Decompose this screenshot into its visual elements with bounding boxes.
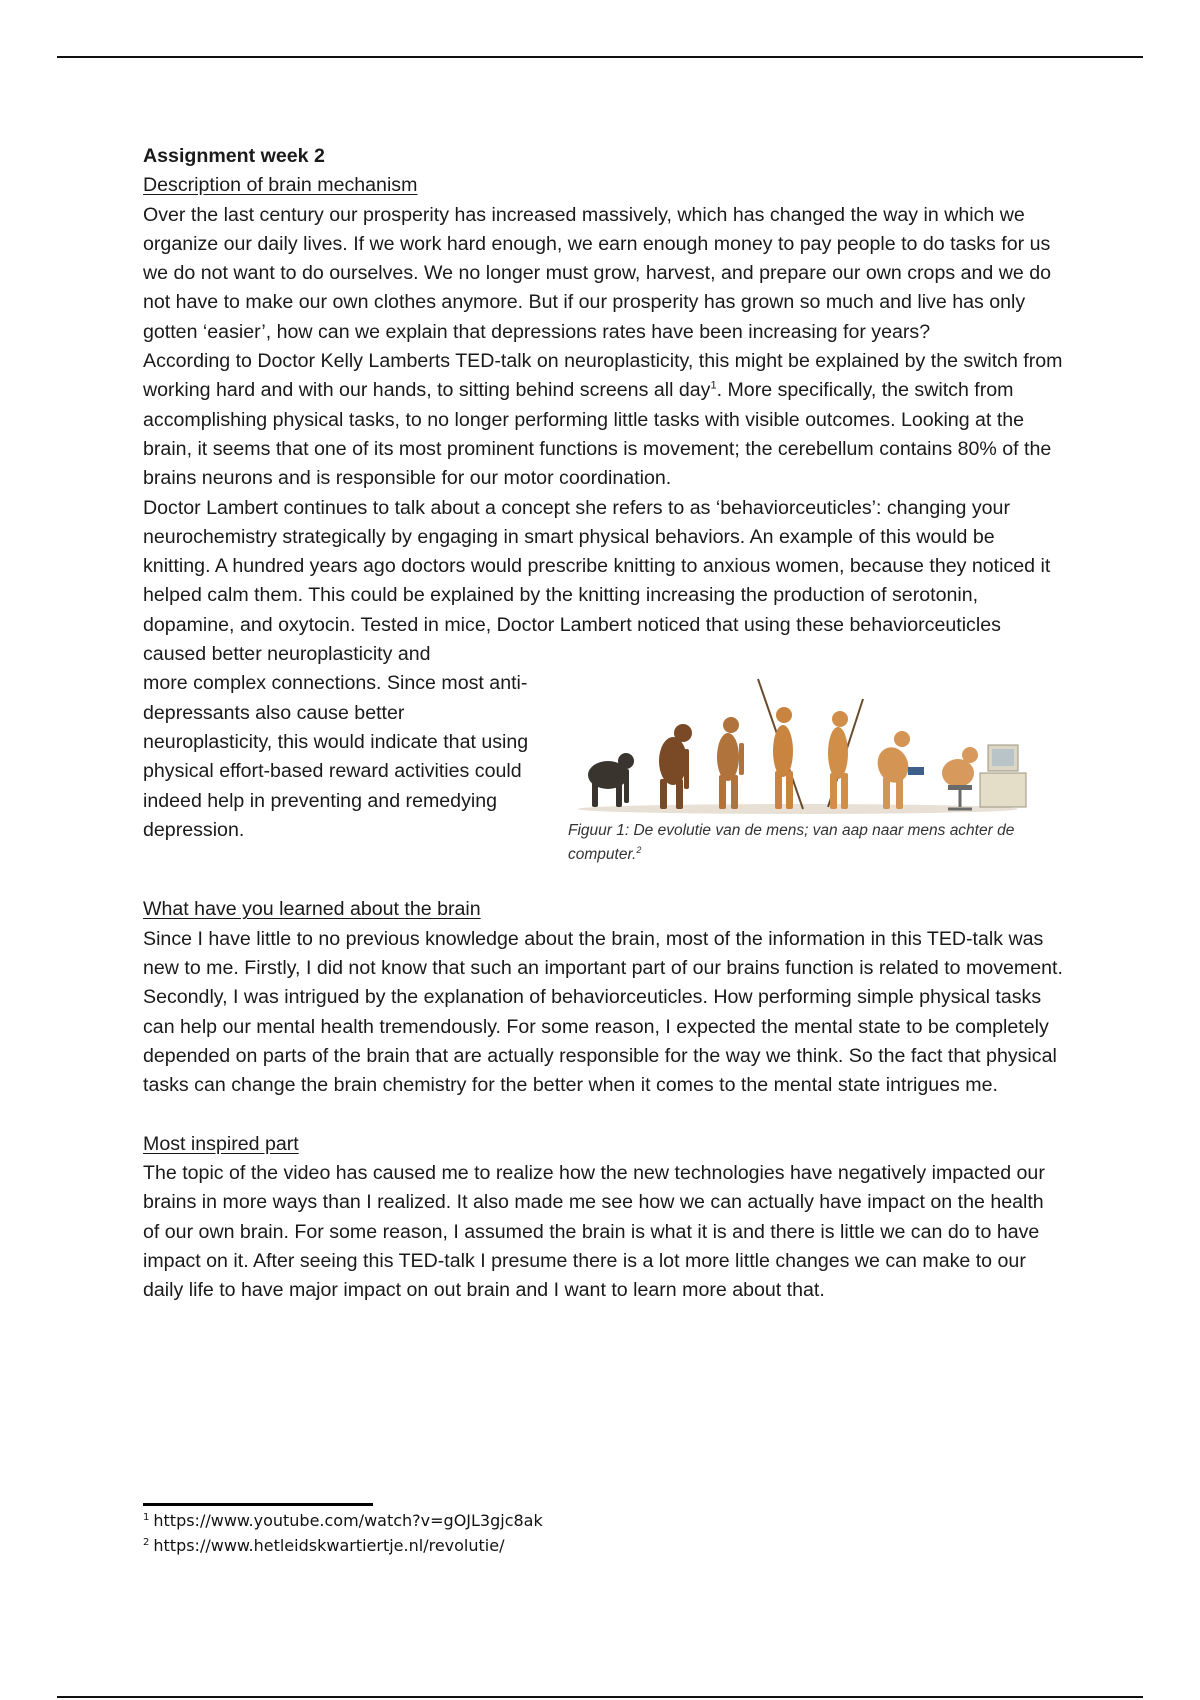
footnote-ref: 1 xyxy=(710,379,717,392)
figure-caption xyxy=(568,819,1028,867)
document-title: Assignment week 2 xyxy=(143,145,325,167)
paragraph: Doctor Lambert continues to talk about a concept she refers to as ‘behaviorceuticles’: changing your neurochemistry strategically by engaging in smart physical behaviors. An example of this would be knitting. A hundred years ago doctors would prescribe knitting to anxious women, because they noticed it helped calm them. This could be explained by the knitting increasing the production of serotonin, dopamine, and oxytocin. Tested in mice, Doctor Lambert noticed that using these behaviorceuticles caused better neuroplasticity and xyxy=(143,496,1051,666)
footnote-link[interactable]: https://www.hetleidskwartiertje.nl/revolutie/ xyxy=(153,1536,505,1555)
section-heading-brain-mechanism: Description of brain mechanism xyxy=(143,174,418,197)
footnote-number: 2 xyxy=(143,1536,150,1548)
footnote-number: 1 xyxy=(143,1511,150,1523)
paragraph: more complex connections. Since most anti-depressants also cause better neuroplasticity, this would indicate that using physical effort-based reward activities could indeed help in preventing and remedying depression. xyxy=(143,672,529,841)
evolution-figure xyxy=(568,669,1048,867)
evolution-illustration xyxy=(568,669,1038,819)
section-heading-inspired: Most inspired part xyxy=(143,1132,299,1155)
footnote-item xyxy=(143,1508,543,1533)
footnote-item xyxy=(143,1533,543,1558)
header-rule xyxy=(57,56,1143,58)
paragraph: The topic of the video has caused me to realize how the new technologies have negatively impacted our brains in more ways than I realized. It also made me see how we can actually have impact on the health of our own brain. For some reason, I assumed the brain is what it is and there is little we can do to have impact on it. After seeing this TED-talk I presume there is a lot more little changes we can make to our daily life to have major impact on out brain and I want to learn more about that. xyxy=(143,1162,1045,1302)
text-figure-row xyxy=(143,669,1063,895)
paragraph: Over the last century our prosperity has increased massively, which has changed the way in which we organize our daily lives. If we work hard enough, we earn enough money to pay people to do tasks for us we do not want to do ourselves. We no longer must grow, harvest, and prepare our own crops and we do not have to make our own clothes anymore. But if our prosperity has grown so much and live has only gotten ‘easier’, how can we explain that depressions rates have been increasing for years? xyxy=(143,203,1051,343)
footnote-ref: 2 xyxy=(636,845,642,856)
footnotes xyxy=(143,1508,543,1558)
caption-text: Figuur 1: De evolutie van de mens; van aap naar mens achter de computer. xyxy=(568,822,1015,864)
footnote-separator xyxy=(143,1503,373,1506)
footnote-link[interactable]: https://www.youtube.com/watch?v=gOJL3gjc8ak xyxy=(153,1511,543,1530)
paragraph xyxy=(143,347,1063,493)
paragraph: Since I have little to no previous knowledge about the brain, most of the information in this TED-talk was new to me. Firstly, I did not know that such an important part of our brains function is related to movement. Secondly, I was intrigued by the explanation of behaviorceuticles. How performing simple physical tasks can help our mental health tremendously. For some reason, I expected the mental state to be completely depended on parts of the brain that are actually responsible for the way we think. So the fact that physical tasks can change the brain chemistry for the better when it comes to the mental state intrigues me. xyxy=(143,927,1063,1097)
section-heading-learned: What have you learned about the brain xyxy=(143,898,481,921)
paragraph-text: According to Doctor Kelly Lamberts TED-talk on neuroplasticity, this might be explained by the switch from working hard and with our hands, to sitting behind screens all day xyxy=(143,350,1063,402)
document-body xyxy=(143,142,1063,1306)
footer-rule xyxy=(57,1696,1143,1698)
paragraph-text: . More specifically, the switch from accomplishing physical tasks, to no longer performing little tasks with visible outcomes. Looking at the brain, it seems that one of its most prominent functions is movement; the cerebellum contains 80% of the brains neurons and is responsible for our motor coordination. xyxy=(143,379,1052,490)
spacer xyxy=(143,1100,1063,1129)
